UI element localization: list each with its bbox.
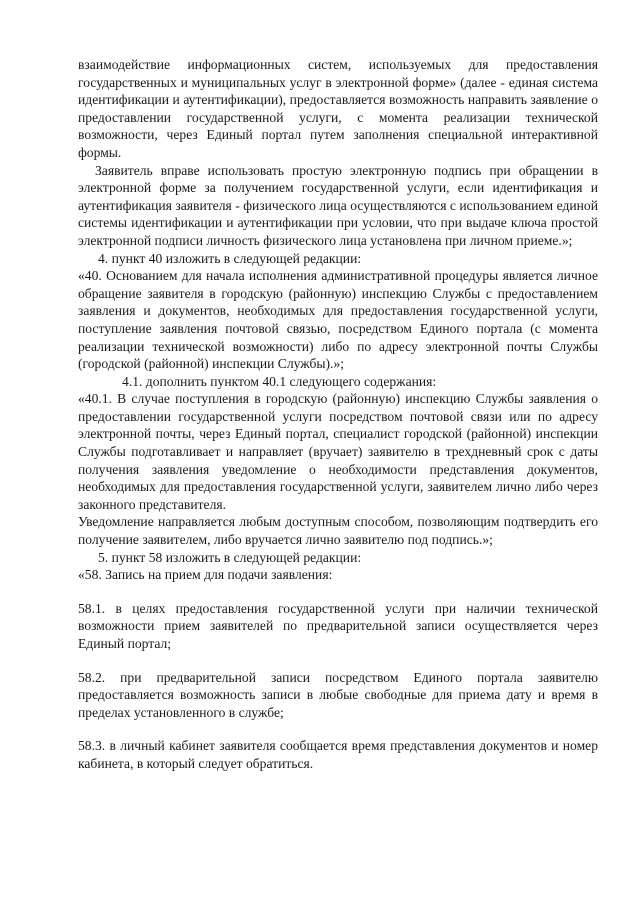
item-5-heading: 5. пункт 58 изложить в следующей редакции: xyxy=(98,549,362,565)
paragraph-58-1: 58.1. в целях предоставления государственной услуги при наличии технической возможности прием заявителей по предварительной записи осуществляется через Единый портал; xyxy=(78,600,598,651)
paragraph-40: «40. Основанием для начала исполнения административной процедуры является личное обращение заявителя в городскую (районную) инспекцию Службы с предоставлением заявления и документов, необходимых для предоставления государственной услуги, поступление заявления почтовой связью, посредством Единого портала (с момента реализации технической возможности) либо по адресу электронной почты Службы (городской (районной) инспекции Службы).»; xyxy=(78,268,598,372)
paragraph-intro-continuation: взаимодействие информационных систем, используемых для предоставления государственных и муниципальных услуг в электронной форме» (далее - единая система идентификации и аутентификации), предоставляется возможность направить заявление о предоставлении государственной услуги, с момента реализации технической возможности, через Единый портал путем заполнения специальной интерактивной формы. xyxy=(78,57,598,160)
paragraph-electronic-signature: Заявитель вправе использовать простую электронную подпись при обращении в электронной форме за получением государственной услуги, если идентификация и аутентификация заявителя - физического лица осуществляются с использованием единой системы идентификации и аутентификации при условии, что при выдаче ключа простой электронной подписи личность физического лица установлена при личном приеме.»; xyxy=(78,162,598,248)
paragraph-58: «58. Запись на прием для подачи заявления: xyxy=(78,567,333,583)
item-4-1-heading: 4.1. дополнить пунктом 40.1 следующего содержания: xyxy=(122,373,437,389)
item-4-heading: 4. пункт 40 изложить в следующей редакции: xyxy=(98,250,362,266)
paragraph-58-2: 58.2. при предварительной записи посредством Единого портала заявителю предоставляется возможность записи в любые свободные для приема дату и время в пределах установленного в службе; xyxy=(78,669,598,720)
document-page xyxy=(78,56,598,773)
paragraph-58-3: 58.3. в личный кабинет заявителя сообщается время представления документов и номер кабинета, в который следует обратиться. xyxy=(78,738,598,771)
paragraph-notification: Уведомление направляется любым доступным способом, позволяющим подтвердить его получение заявителем, либо вручается лично заявителю под подпись.»; xyxy=(78,514,598,548)
paragraph-40-1: «40.1. В случае поступления в городскую (районную) инспекцию Службы заявления о предоставлении государственной услуги посредством почтовой связи или по адресу электронной почты, через Единый портал, специалист городской (районной) инспекции Службы подготавливает и направляет (вручает) заявителю в трехдневный срок с даты получения заявления уведомление о необходимости представления документов, необходимых для предоставления государственной услуги, заявителем лично либо через законного представителя. xyxy=(78,391,598,512)
